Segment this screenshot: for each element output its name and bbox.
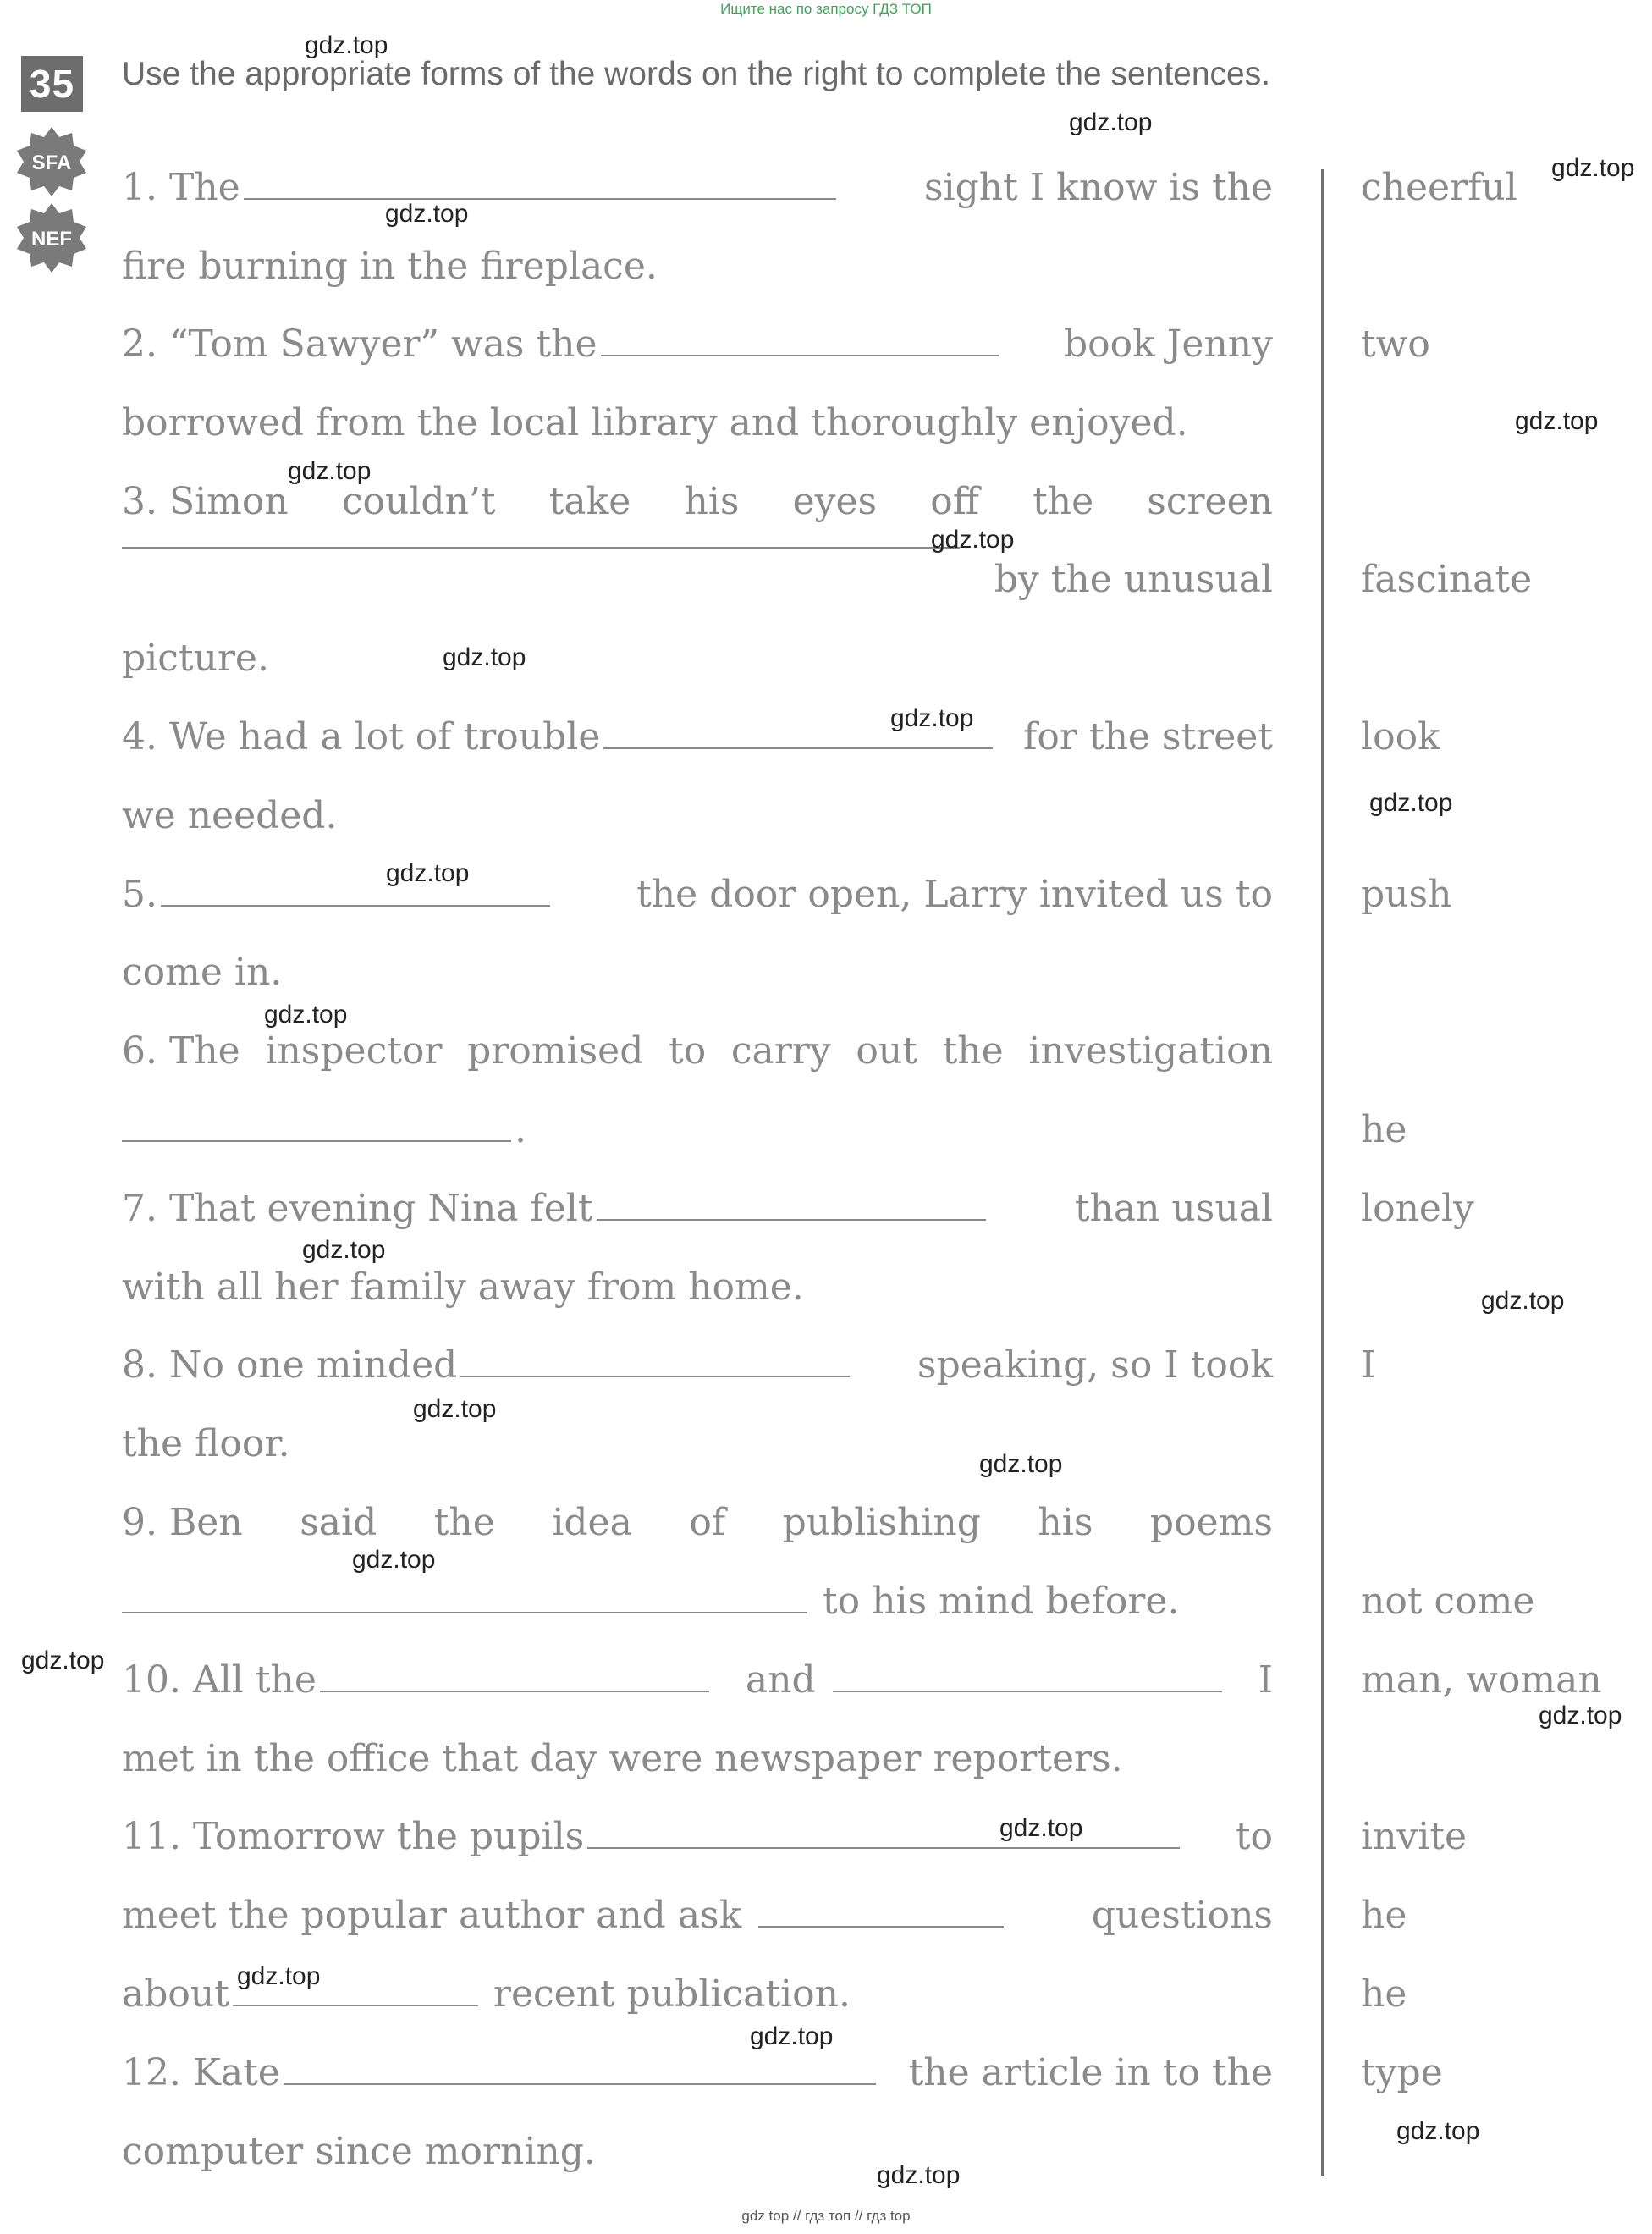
answer-blank-6[interactable] xyxy=(122,1134,511,1142)
word-invite: invite xyxy=(1361,1815,1468,1858)
exercise-instruction: Use the appropriate forms of the words on the right to complete the sentences. xyxy=(122,56,1271,92)
answer-blank-4[interactable] xyxy=(603,741,993,749)
watermark: gdz.top xyxy=(443,643,526,671)
word-he-3: he xyxy=(1361,1972,1407,2016)
sentence-6-line-2: . xyxy=(122,1090,1273,1169)
sentence-5-line-1: 5. the door open, Larry invited us to xyxy=(122,873,1273,916)
watermark: gdz.top xyxy=(1069,108,1153,136)
answer-blank-11c[interactable] xyxy=(233,1998,478,2006)
watermark: gdz.top xyxy=(21,1647,105,1674)
sentence-3-line-1: 3. Simon couldn’t take his eyes off the screen xyxy=(122,480,1273,523)
sentence-3-line-3: picture. xyxy=(122,637,269,680)
sentence-7-line-2: with all her family away from home. xyxy=(122,1266,804,1309)
answer-blank-3[interactable] xyxy=(122,540,960,549)
watermark: gdz.top xyxy=(877,2161,961,2189)
sentence-4-line-1: 4. We had a lot of trouble for the street xyxy=(122,715,1273,758)
sentence-7-line-1: 7. That evening Nina felt than usual xyxy=(122,1187,1273,1230)
watermark: gdz.top xyxy=(288,457,372,485)
watermark: gdz.top xyxy=(237,1962,321,1990)
sentence-12-line-2: computer since morning. xyxy=(122,2130,596,2173)
sentence-11-line-1: 11. Tomorrow the pupils to xyxy=(122,1815,1273,1858)
footer-caption: gdz top // гдз топ // гдз top xyxy=(741,2208,911,2224)
word-fascinate: fascinate xyxy=(1361,558,1533,601)
watermark: gdz.top xyxy=(1551,154,1635,182)
watermark: gdz.top xyxy=(1369,789,1453,817)
answer-blank-1[interactable] xyxy=(244,191,836,200)
word-he-1: he xyxy=(1361,1108,1407,1151)
word-type: type xyxy=(1361,2051,1443,2094)
answer-blank-10b[interactable] xyxy=(833,1684,1222,1692)
word-not-come: not come xyxy=(1361,1580,1535,1623)
sentence-10-line-2: met in the office that day were newspaper reporters. xyxy=(122,1737,1123,1780)
search-banner: Ищите нас по запросу ГДЗ ТОП xyxy=(720,1,932,17)
watermark: gdz.top xyxy=(750,2022,834,2050)
answer-blank-7[interactable] xyxy=(597,1212,986,1221)
sentence-4-line-2: we needed. xyxy=(122,794,338,837)
watermark: gdz.top xyxy=(890,704,974,732)
answer-blank-2[interactable] xyxy=(601,348,999,356)
sentence-10-line-1: 10. All the and I xyxy=(122,1658,1273,1702)
watermark: gdz.top xyxy=(386,859,470,887)
word-look: look xyxy=(1361,715,1440,758)
answer-blank-9[interactable] xyxy=(122,1605,807,1613)
word-two: two xyxy=(1361,323,1430,366)
watermark: gdz.top xyxy=(264,1001,348,1029)
nef-badge-label: NEF xyxy=(31,228,72,251)
word-i: I xyxy=(1361,1343,1376,1387)
sentence-11-line-2: meet the popular author and ask questions xyxy=(122,1894,1273,1937)
answer-blank-11a[interactable] xyxy=(587,1840,1180,1849)
answer-blank-8[interactable] xyxy=(460,1369,850,1377)
sentence-2-line-2: borrowed from the local library and thoroughly enjoyed. xyxy=(122,401,1188,444)
answer-blank-11b[interactable] xyxy=(758,1919,1004,1928)
sentence-1-line-2: fire burning in the fireplace. xyxy=(122,245,658,288)
nef-badge-icon xyxy=(15,201,88,274)
word-lonely: lonely xyxy=(1361,1187,1474,1230)
sentence-11-line-3: about recent publication. xyxy=(122,1972,851,2016)
answer-blank-12[interactable] xyxy=(284,2077,876,2085)
watermark: gdz.top xyxy=(1515,407,1599,435)
sentence-9-line-1: 9. Ben said the idea of publishing his poems xyxy=(122,1501,1273,1544)
word-he-2: he xyxy=(1361,1894,1407,1937)
sentence-6-line-1: 6. The inspector promised to carry out the investigation xyxy=(122,1029,1273,1073)
word-push: push xyxy=(1361,873,1452,916)
word-cheerful: cheerful xyxy=(1361,166,1517,209)
sentence-3-line-2: by the unusual xyxy=(122,540,1273,619)
watermark: gdz.top xyxy=(413,1395,497,1423)
watermark: gdz.top xyxy=(999,1814,1083,1842)
sentence-1-line-1: 1. The sight I know is the xyxy=(122,166,1273,209)
sentence-8-line-1: 8. No one minded speaking, so I took xyxy=(122,1343,1273,1387)
watermark: gdz.top xyxy=(1481,1287,1565,1315)
sentence-12-line-1: 12. Kate the article in to the xyxy=(122,2051,1273,2094)
sentence-8-line-2: the floor. xyxy=(122,1422,290,1465)
watermark: gdz.top xyxy=(979,1450,1063,1478)
sentence-9-line-2: to his mind before. xyxy=(122,1562,1273,1641)
exercise-number: 35 xyxy=(21,56,83,112)
answer-blank-10a[interactable] xyxy=(320,1684,709,1692)
sentence-5-line-2: come in. xyxy=(122,951,283,994)
watermark: gdz.top xyxy=(931,526,1015,554)
sfa-badge-label: SFA xyxy=(31,152,72,174)
answer-blank-5[interactable] xyxy=(161,898,550,907)
watermark: gdz.top xyxy=(305,31,388,59)
watermark: gdz.top xyxy=(302,1236,386,1264)
watermark: gdz.top xyxy=(1539,1702,1622,1729)
column-divider xyxy=(1321,169,1324,2176)
watermark: gdz.top xyxy=(385,200,469,228)
word-man-woman: man, woman xyxy=(1361,1658,1602,1702)
watermark: gdz.top xyxy=(352,1546,436,1574)
watermark: gdz.top xyxy=(1396,2117,1480,2145)
sfa-badge-icon xyxy=(15,125,88,198)
sentence-2-line-1: 2. “Tom Sawyer” was the book Jenny xyxy=(122,323,1273,366)
